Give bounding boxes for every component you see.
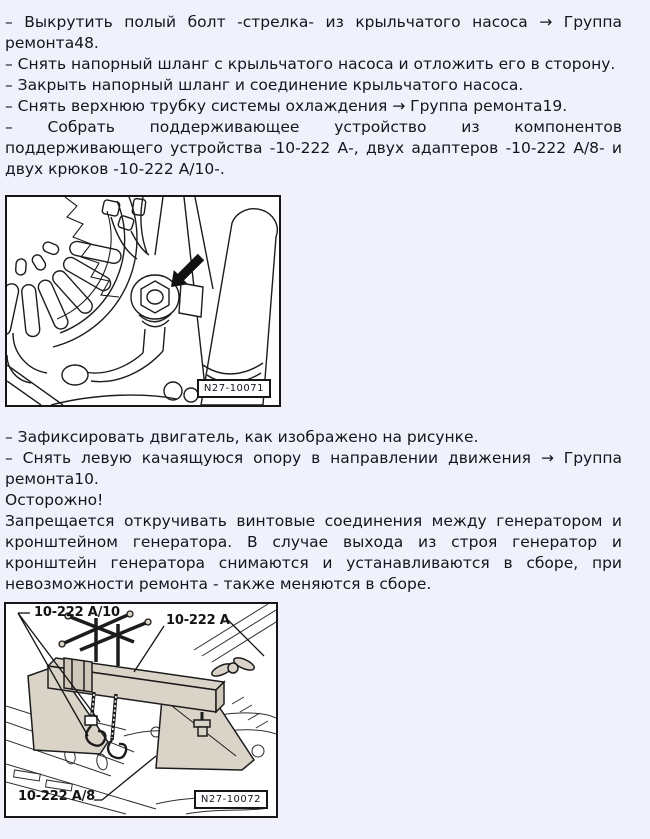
figure-code-label: N27-10072: [194, 790, 268, 809]
instruction-step: – Снять верхнюю трубку системы охлаждения → Группа ремонта19.: [5, 97, 568, 115]
strut-tube: [201, 209, 277, 405]
engine-bolt-drawing: [7, 197, 279, 405]
instruction-step: – Выкрутить полый болт -стрелка- из крыльчатого насоса → Группа ремонта48.: [5, 13, 622, 52]
callout-10-222-a8: 10-222 A/8: [18, 789, 96, 804]
instruction-step: – Зафиксировать двигатель, как изображено на рисунке.: [5, 428, 479, 446]
callout-10-222-a: 10-222 A: [166, 613, 230, 628]
support-device-drawing: [6, 604, 276, 816]
instruction-step: – Собрать поддерживающее устройство из компонентов поддерживающего устройства -10-222 А-, двух адаптеров -10-222 А/8- и двух крюков -10-222 А/10-.: [5, 118, 622, 178]
instruction-step: – Снять напорный шланг с крыльчатого насоса и отложить его в сторону.: [5, 55, 616, 73]
figure-code-label: N27-10071: [197, 379, 271, 398]
instructions-mid: [0, 427, 622, 595]
figure-n27-10072: [4, 602, 278, 818]
warning-body: Запрещается откручивать винтовые соединения между генератором и кронштейном генератора. В случае выхода из строя генератор и кронштейн генератора снимаются и устанавливаются в сборе, при невозможности ремонта - также меняются в сборе.: [5, 512, 622, 593]
figure-n27-10071: [5, 195, 281, 407]
instruction-step: – Закрыть напорный шланг и соединение крыльчатого насоса.: [5, 76, 524, 94]
beam-clamp: [64, 658, 92, 692]
engine-top-parts: [102, 197, 149, 259]
instruction-step: – Снять левую качаящуюся опору в направлении движения → Группа ремонта10.: [5, 449, 622, 488]
callout-10-222-a10: 10-222 A/10: [34, 605, 120, 620]
pointer-arrow-icon: [171, 254, 204, 287]
warning-title: Осторожно!: [5, 491, 104, 509]
instructions-top: [0, 0, 622, 180]
